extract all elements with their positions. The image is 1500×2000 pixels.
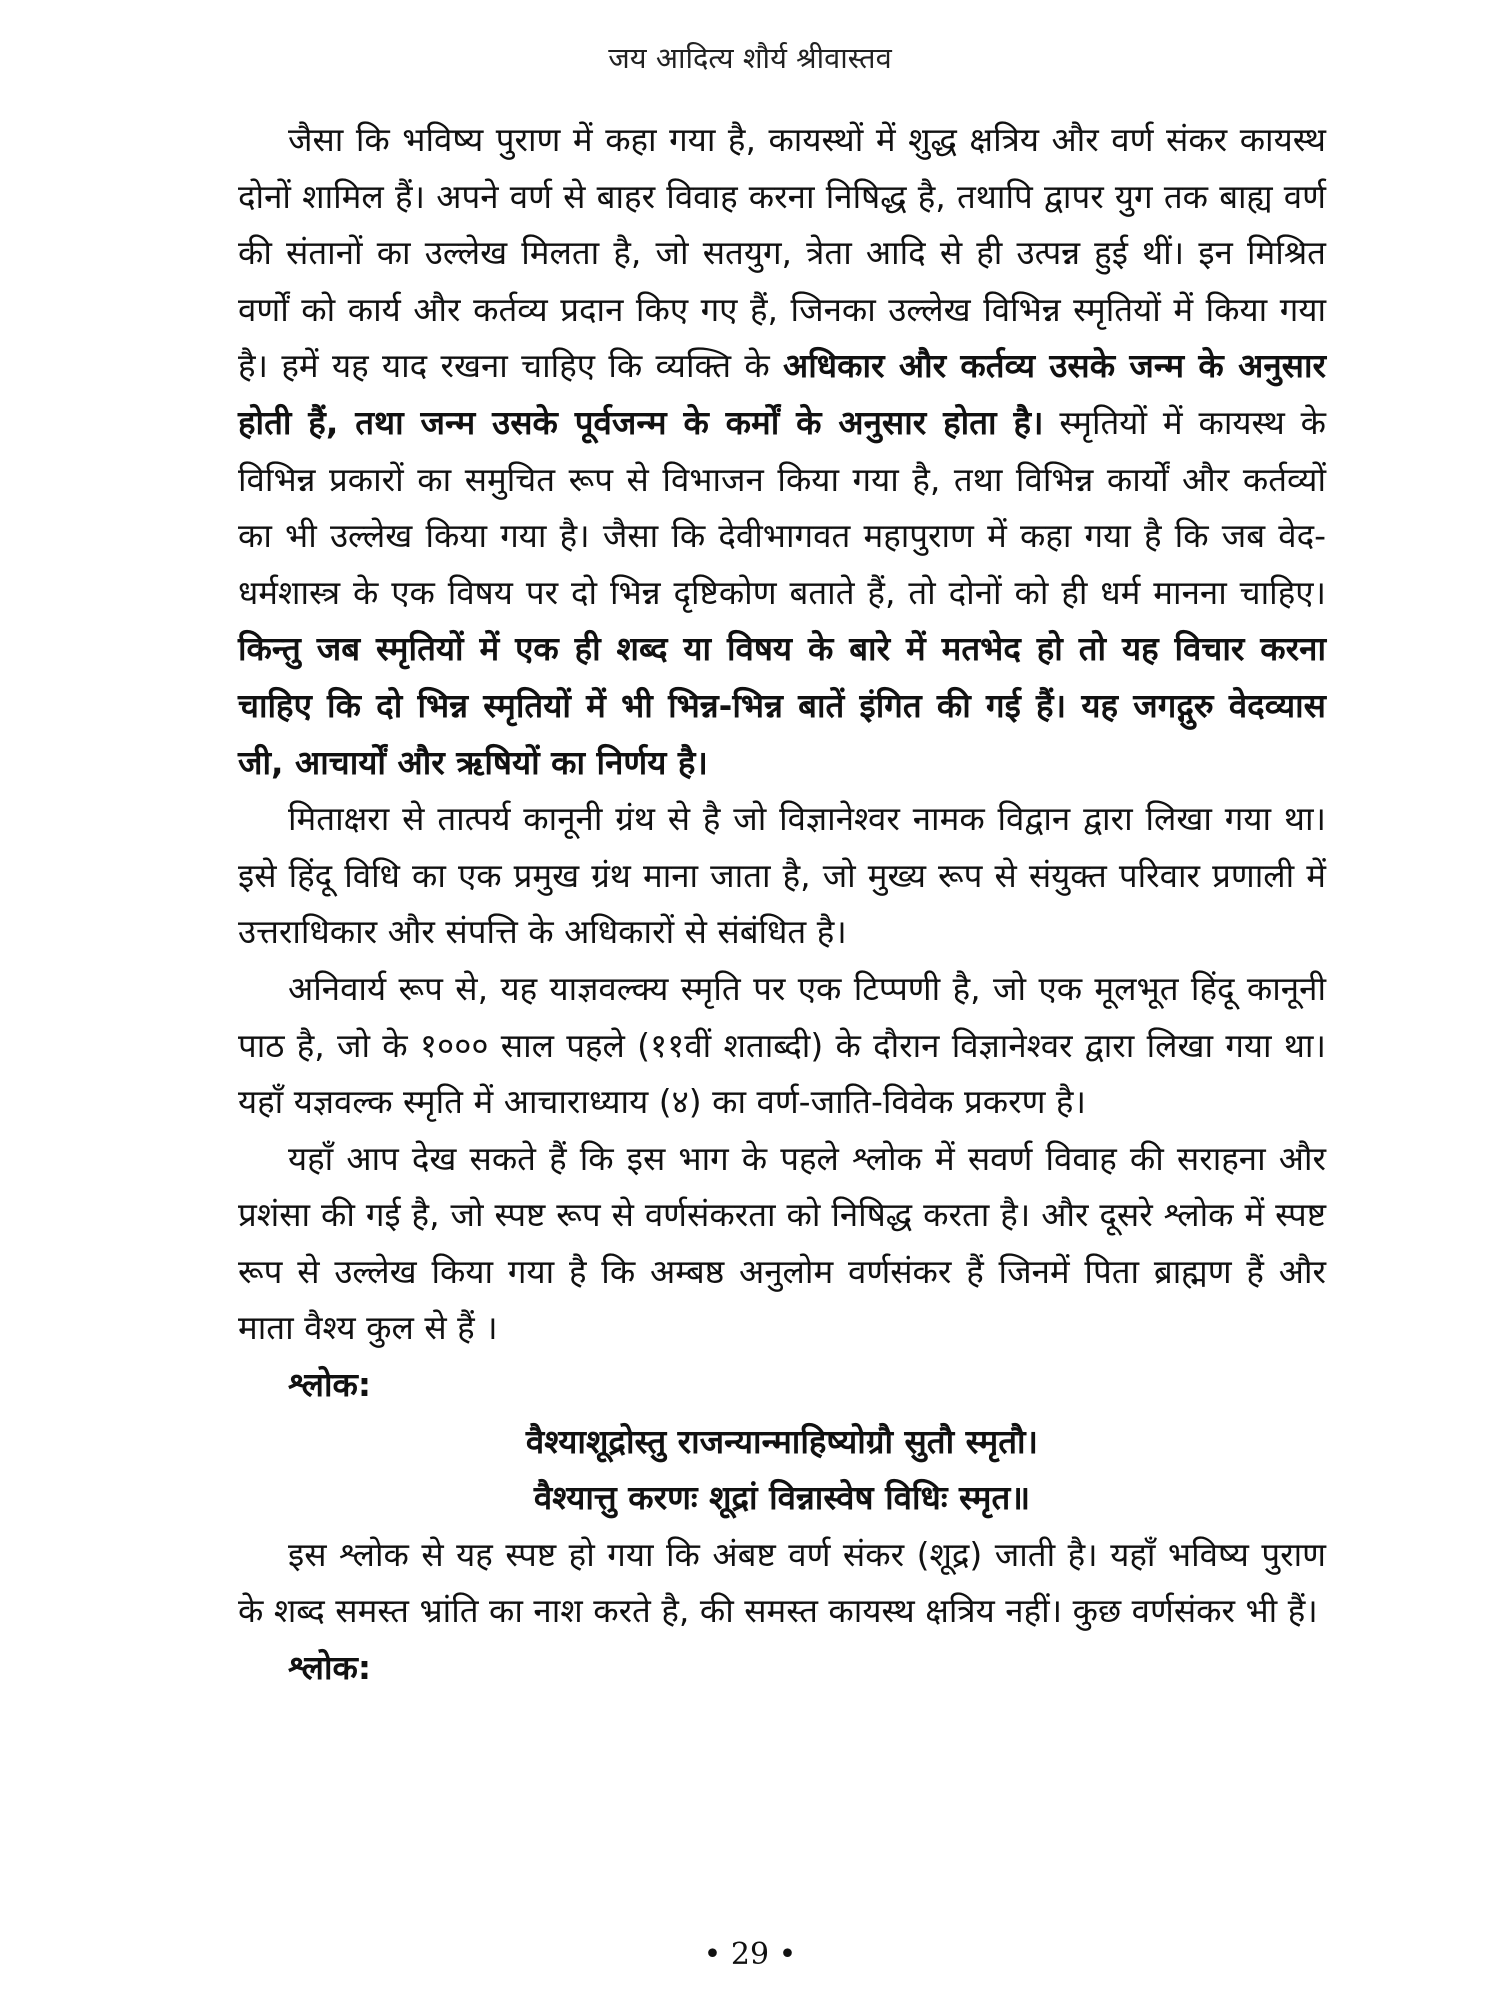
shloka-line-2: वैश्यात्तु करणः शूद्रां विन्नास्वेष विधिः स्मृत॥ <box>533 1478 1031 1518</box>
paragraph-1-text-b: स्मृतियों में कायस्थ के विभिन्न प्रकारों का समुचित रूप से विभाजन किया गया है, तथा विभिन्न कार्यों और कर्तव्यों का भी उल्लेख किया गया है। जैसा कि देवीभागवत महापुराण में कहा गया है कि जब वेद-धर्मशास्त्र के एक विषय पर दो भिन्न दृष्टिकोण बताते हैं, तो दोनों को ही धर्म मानना चाहिए। <box>238 402 1327 612</box>
running-header: जय आदित्य शौर्य श्रीवास्तव <box>608 41 892 75</box>
shloka-line-1: वैश्याशूद्रोस्तु राजन्यान्माहिष्योग्रौ सुतौ स्मृतौ। <box>525 1421 1039 1461</box>
page-number: • 29 • <box>703 1937 797 1972</box>
page-body <box>238 112 1326 1697</box>
paragraph-1-bold-a: अधिकार और कर्तव्य उसके जन्म के अनुसार होती हैं, तथा जन्म उसके पूर्वजन्म के कर्मों के अनुसार होता है। <box>238 346 1326 442</box>
paragraph-1-bold-b: किन्तु जब स्मृतियों में एक ही शब्द या विषय के बारे में मतभेद हो तो यह विचार करना चाहिए कि दो भिन्न स्मृतियों में भी भिन्न-भिन्न बातें इंगित की गई हैं। यह जगद्गुरु वेदव्यास जी, आचार्यों और ऋषियों का निर्णय है। <box>238 629 1326 782</box>
paragraph-4: यहाँ आप देख सकते हैं कि इस भाग के पहले श्लोक में सवर्ण विवाह की सराहना और प्रशंसा की गई है, जो स्पष्ट रूप से वर्णसंकरता को निषिद्ध करता है। और दूसरे श्लोक में स्पष्ट रूप से उल्लेख किया गया है कि अम्बष्ठ अनुलोम वर्णसंकर हैं जिनमें पिता ब्राह्मण हैं और माता वैश्य कुल से हैं । <box>238 1138 1326 1348</box>
shloka-label-1: श्लोक: <box>288 1365 372 1405</box>
paragraph-3: अनिवार्य रूप से, यह याज्ञवल्क्य स्मृति पर एक टिप्पणी है, जो एक मूलभूत हिंदू कानूनी पाठ है, जो के १००० साल पहले (११वीं शताब्दी) के दौरान विज्ञानेश्वर द्वारा लिखा गया था। यहाँ यज्ञवल्क स्मृति में आचाराध्याय (४) का वर्ण-जाति-विवेक प्रकरण है। <box>238 968 1326 1122</box>
paragraph-1-text-a: जैसा कि भविष्य पुराण में कहा गया है, कायस्थों में शुद्ध क्षत्रिय और वर्ण संकर कायस्थ दोनों शामिल हैं। अपने वर्ण से बाहर विवाह करना निषिद्ध है, तथापि द्वापर युग तक बाह्य वर्ण की संतानों का उल्लेख मिलता है, जो सतयुग, त्रेता आदि से ही उत्पन्न हुई थीं। इन मिश्रित वर्णों को कार्य और कर्तव्य प्रदान किए गए हैं, जिनका उल्लेख विभिन्न स्मृतियों में किया गया है। हमें यह याद रखना चाहिए कि व्यक्ति के <box>238 120 1326 386</box>
paragraph-1 <box>238 112 1326 791</box>
shloka-label-2: श्लोक: <box>288 1648 372 1688</box>
paragraph-5: इस श्लोक से यह स्पष्ट हो गया कि अंबष्ट वर्ण संकर (शूद्र) जाती है। यहाँ भविष्य पुराण के शब्द समस्त भ्रांति का नाश करते है, की समस्त कायस्थ क्षत्रिय नहीं। कुछ वर्णसंकर भी हैं। <box>238 1534 1326 1631</box>
paragraph-2: मिताक्षरा से तात्पर्य कानूनी ग्रंथ से है जो विज्ञानेश्वर नामक विद्वान द्वारा लिखा गया था। इसे हिंदू विधि का एक प्रमुख ग्रंथ माना जाता है, जो मुख्य रूप से संयुक्त परिवार प्रणाली में उत्तराधिकार और संपत्ति के अधिकारों से संबंधित है। <box>238 799 1326 952</box>
